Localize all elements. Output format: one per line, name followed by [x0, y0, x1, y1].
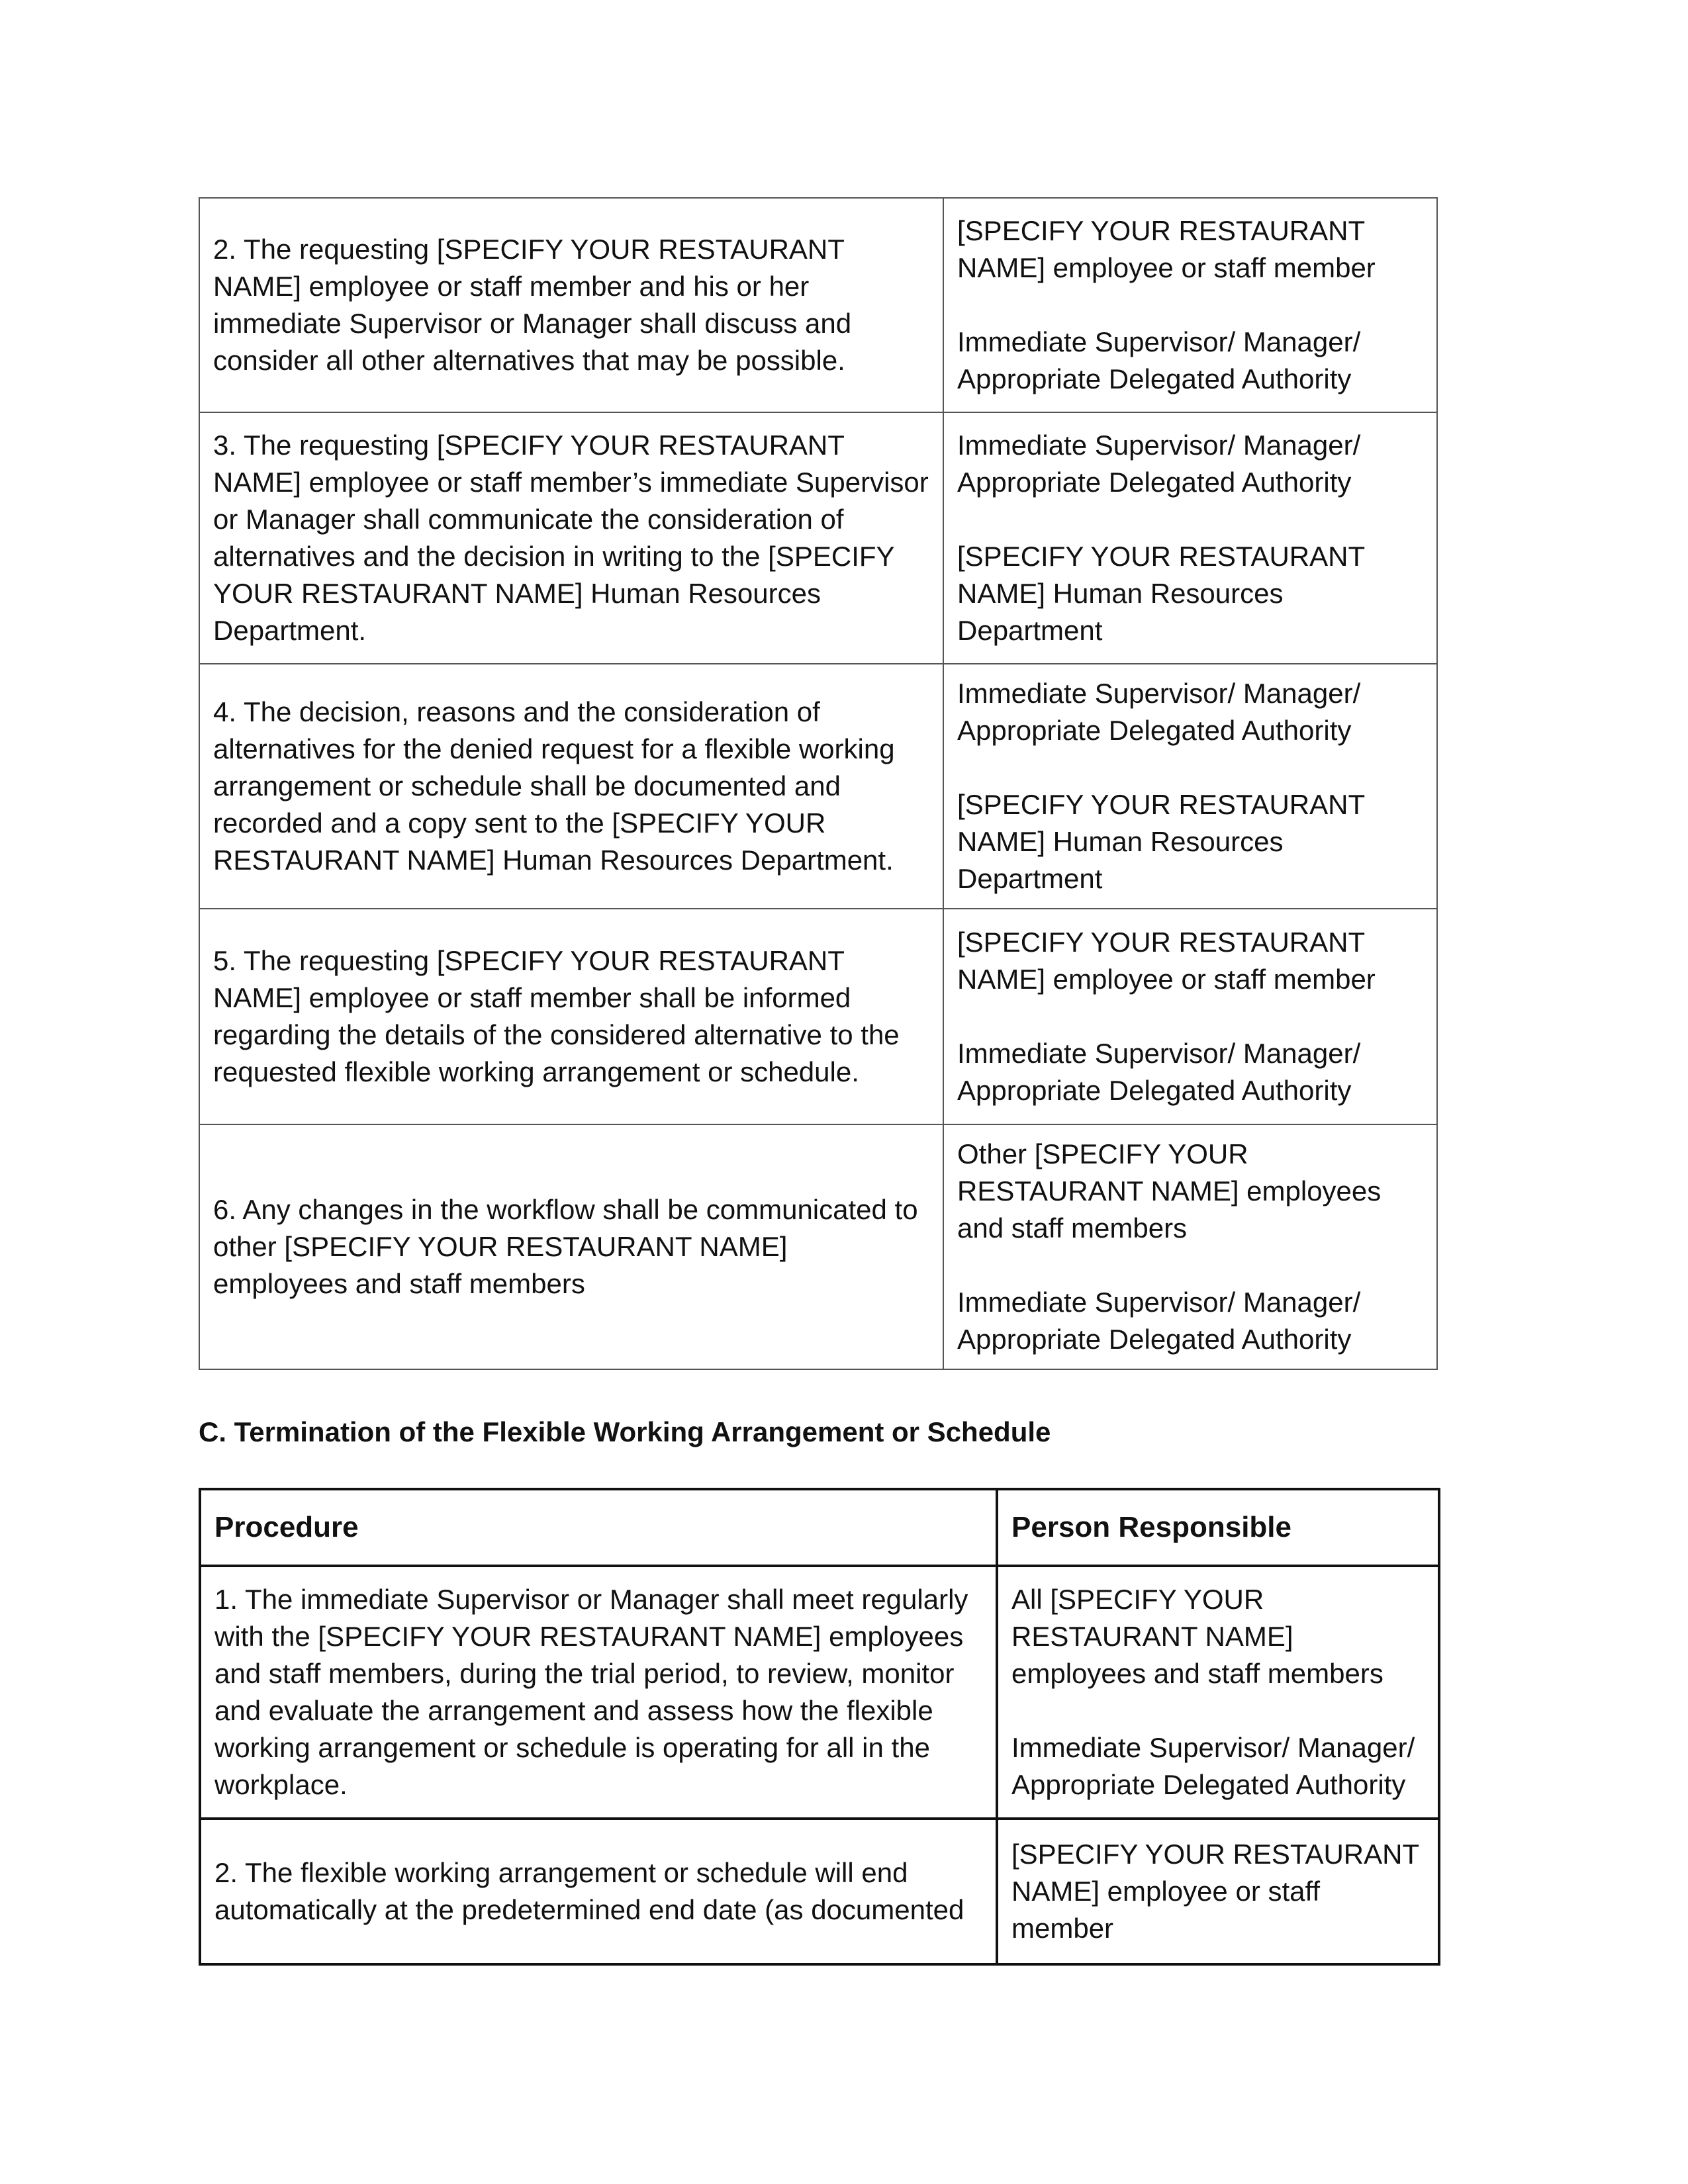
procedure-cell: 1. The immediate Supervisor or Manager shall meet regularly with the [SPECIFY YOUR RESTAURANT NAME] employees and staff members, during the trial period, to review, monitor and evaluate the arrangement and assess how the flexible working arrangement or schedule is operating for all in the workplace.: [200, 1566, 997, 1819]
responsible-cell: [943, 664, 1437, 909]
procedure-cell: 2. The requesting [SPECIFY YOUR RESTAURANT NAME] employee or staff member and his or her immediate Supervisor or Manager shall discuss and consider all other alternatives that may be possible.: [199, 198, 943, 412]
responsible-party: All [SPECIFY YOUR RESTAURANT NAME] employees and staff members: [1011, 1584, 1383, 1689]
table-row: [200, 1819, 1439, 1964]
responsible-cell: [997, 1819, 1439, 1964]
procedure-column-header: Procedure: [200, 1489, 997, 1566]
responsible-party: Immediate Supervisor/ Manager/ Appropriate Delegated Authority: [957, 1038, 1361, 1106]
procedure-table-continued: [199, 197, 1438, 1370]
responsible-party: [SPECIFY YOUR RESTAURANT NAME] Human Resources Department: [957, 789, 1365, 894]
procedure-cell: 3. The requesting [SPECIFY YOUR RESTAURANT NAME] employee or staff member’s immediate Supervisor or Manager shall communicate the consideration of alternatives and the decision in writing to the [SPECIFY YOUR RESTAURANT NAME] Human Resources Department.: [199, 412, 943, 664]
procedure-cell: 5. The requesting [SPECIFY YOUR RESTAURANT NAME] employee or staff member shall be informed regarding the details of the considered alternative to the requested flexible working arrangement or schedule.: [199, 909, 943, 1124]
responsible-column-header: Person Responsible: [997, 1489, 1439, 1566]
table-row: [199, 412, 1437, 664]
table-row: [199, 664, 1437, 909]
responsible-party: [SPECIFY YOUR RESTAURANT NAME] employee or staff member: [957, 927, 1376, 995]
responsible-cell: [943, 198, 1437, 412]
section-heading: C. Termination of the Flexible Working Arrangement or Schedule: [199, 1416, 1051, 1447]
responsible-party: Immediate Supervisor/ Manager/ Appropriate Delegated Authority: [957, 1287, 1361, 1355]
procedure-cell: 6. Any changes in the workflow shall be communicated to other [SPECIFY YOUR RESTAURANT NAME] employees and staff members: [199, 1124, 943, 1369]
responsible-party: [SPECIFY YOUR RESTAURANT NAME] employee or staff member: [957, 215, 1376, 283]
table-row: [199, 909, 1437, 1124]
responsible-party: [SPECIFY YOUR RESTAURANT NAME] Human Resources Department: [957, 541, 1365, 646]
procedure-cell: 4. The decision, reasons and the consideration of alternatives for the denied request for a flexible working arrangement or schedule shall be documented and recorded and a copy sent to the [SPECIFY YOUR RESTAURANT NAME] Human Resources Department.: [199, 664, 943, 909]
table-row: [200, 1566, 1439, 1819]
termination-procedure-table: [199, 1488, 1440, 1966]
responsible-party: Immediate Supervisor/ Manager/ Appropriate Delegated Authority: [1011, 1732, 1415, 1800]
responsible-cell: [997, 1566, 1439, 1819]
table-row: [199, 1124, 1437, 1369]
responsible-party: Immediate Supervisor/ Manager/ Appropriate Delegated Authority: [957, 326, 1361, 394]
table-header-row: [200, 1489, 1439, 1566]
responsible-cell: [943, 412, 1437, 664]
responsible-party: Immediate Supervisor/ Manager/ Appropriate Delegated Authority: [957, 430, 1361, 498]
responsible-party: Other [SPECIFY YOUR RESTAURANT NAME] employees and staff members: [957, 1138, 1382, 1244]
responsible-cell: [943, 1124, 1437, 1369]
responsible-party: Immediate Supervisor/ Manager/ Appropriate Delegated Authority: [957, 678, 1361, 746]
procedure-cell: 2. The flexible working arrangement or schedule will end automatically at the predetermined end date (as documented: [200, 1819, 997, 1964]
responsible-party: [SPECIFY YOUR RESTAURANT NAME] employee or staff member: [1011, 1839, 1419, 1944]
table-row: [199, 198, 1437, 412]
responsible-cell: [943, 909, 1437, 1124]
